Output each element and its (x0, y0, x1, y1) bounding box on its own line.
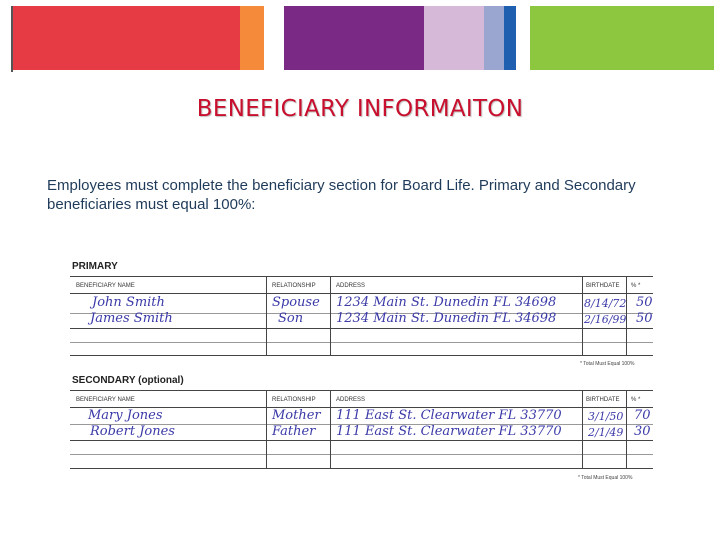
primary-row-2-birthdate: 2/16/99 (584, 313, 627, 326)
banner-stripe-blue (504, 6, 516, 70)
secondary-row-2-address: 111 East St. Clearwater FL 33770 (336, 424, 562, 439)
primary-top-rule (70, 276, 653, 277)
secondary-col-percent: % * (631, 397, 641, 403)
secondary-row-rule-2 (70, 440, 653, 441)
primary-heading: PRIMARY (72, 261, 118, 272)
primary-col-name: BENEFICIARY NAME (76, 283, 135, 289)
primary-row-2-percent: 50 (636, 311, 653, 326)
banner-stripe-orange (240, 6, 264, 70)
primary-row-1-relationship: Spouse (272, 295, 320, 310)
banner-stripe-green (530, 6, 714, 70)
secondary-row-1-address: 111 East St. Clearwater FL 33770 (336, 408, 562, 423)
primary-row-rule-2 (70, 328, 653, 329)
secondary-heading: SECONDARY (optional) (72, 375, 184, 386)
primary-col-address: ADDRESS (336, 283, 366, 289)
secondary-row-1-birthdate: 3/1/50 (588, 410, 624, 423)
primary-row-rule-3 (70, 342, 653, 343)
primary-total-note: * Total Must Equal 100% (580, 361, 635, 367)
secondary-col-address: ADDRESS (336, 397, 366, 403)
primary-bottom-rule (70, 355, 653, 356)
secondary-col-name: BENEFICIARY NAME (76, 397, 135, 403)
primary-col-percent: % * (631, 283, 641, 289)
primary-divider-1 (266, 276, 267, 356)
primary-row-2-name: James Smith (90, 311, 173, 326)
primary-col-birthdate: BIRTHDATE (586, 283, 620, 289)
secondary-col-birthdate: BIRTHDATE (586, 397, 620, 403)
secondary-divider-1 (266, 390, 267, 469)
primary-col-relationship: RELATIONSHIP (272, 283, 316, 289)
secondary-row-1-relationship: Mother (272, 408, 321, 423)
banner-stripe-purple (284, 6, 424, 70)
secondary-bottom-rule (70, 468, 653, 469)
primary-divider-3 (582, 276, 583, 356)
secondary-divider-3 (582, 390, 583, 469)
secondary-top-rule (70, 390, 653, 391)
primary-row-1-percent: 50 (636, 295, 653, 310)
primary-row-1-name: John Smith (92, 295, 165, 310)
banner-edge-line (11, 6, 13, 72)
secondary-row-2-name: Robert Jones (90, 424, 175, 439)
secondary-row-1-percent: 70 (634, 408, 651, 423)
secondary-row-2-percent: 30 (634, 424, 651, 439)
secondary-row-2-birthdate: 2/1/49 (588, 426, 624, 439)
secondary-row-rule-3 (70, 454, 653, 455)
primary-header-rule (70, 293, 653, 294)
banner-stripe-periwinkle (484, 6, 504, 70)
primary-row-1-address: 1234 Main St. Dunedin FL 34698 (336, 295, 557, 310)
secondary-divider-4 (626, 390, 627, 469)
primary-row-2-relationship: Son (278, 311, 304, 326)
secondary-row-2-relationship: Father (272, 424, 316, 439)
primary-divider-2 (330, 276, 331, 356)
page-title: BENEFICIARY INFORMAITON (196, 96, 524, 122)
banner-stripe-red (12, 6, 240, 70)
secondary-row-1-name: Mary Jones (88, 408, 163, 423)
primary-form (70, 258, 655, 373)
secondary-total-note: * Total Must Equal 100% (578, 475, 633, 481)
primary-row-2-address: 1234 Main St. Dunedin FL 34698 (336, 311, 557, 326)
secondary-form (70, 372, 655, 484)
primary-row-1-birthdate: 8/14/72 (584, 297, 627, 310)
intro-text: Employees must complete the beneficiary section for Board Life. Primary and Secondary beneficiaries must equal 100%: (47, 177, 636, 213)
secondary-divider-2 (330, 390, 331, 469)
secondary-col-relationship: RELATIONSHIP (272, 397, 316, 403)
banner-stripe-lilac (424, 6, 484, 70)
